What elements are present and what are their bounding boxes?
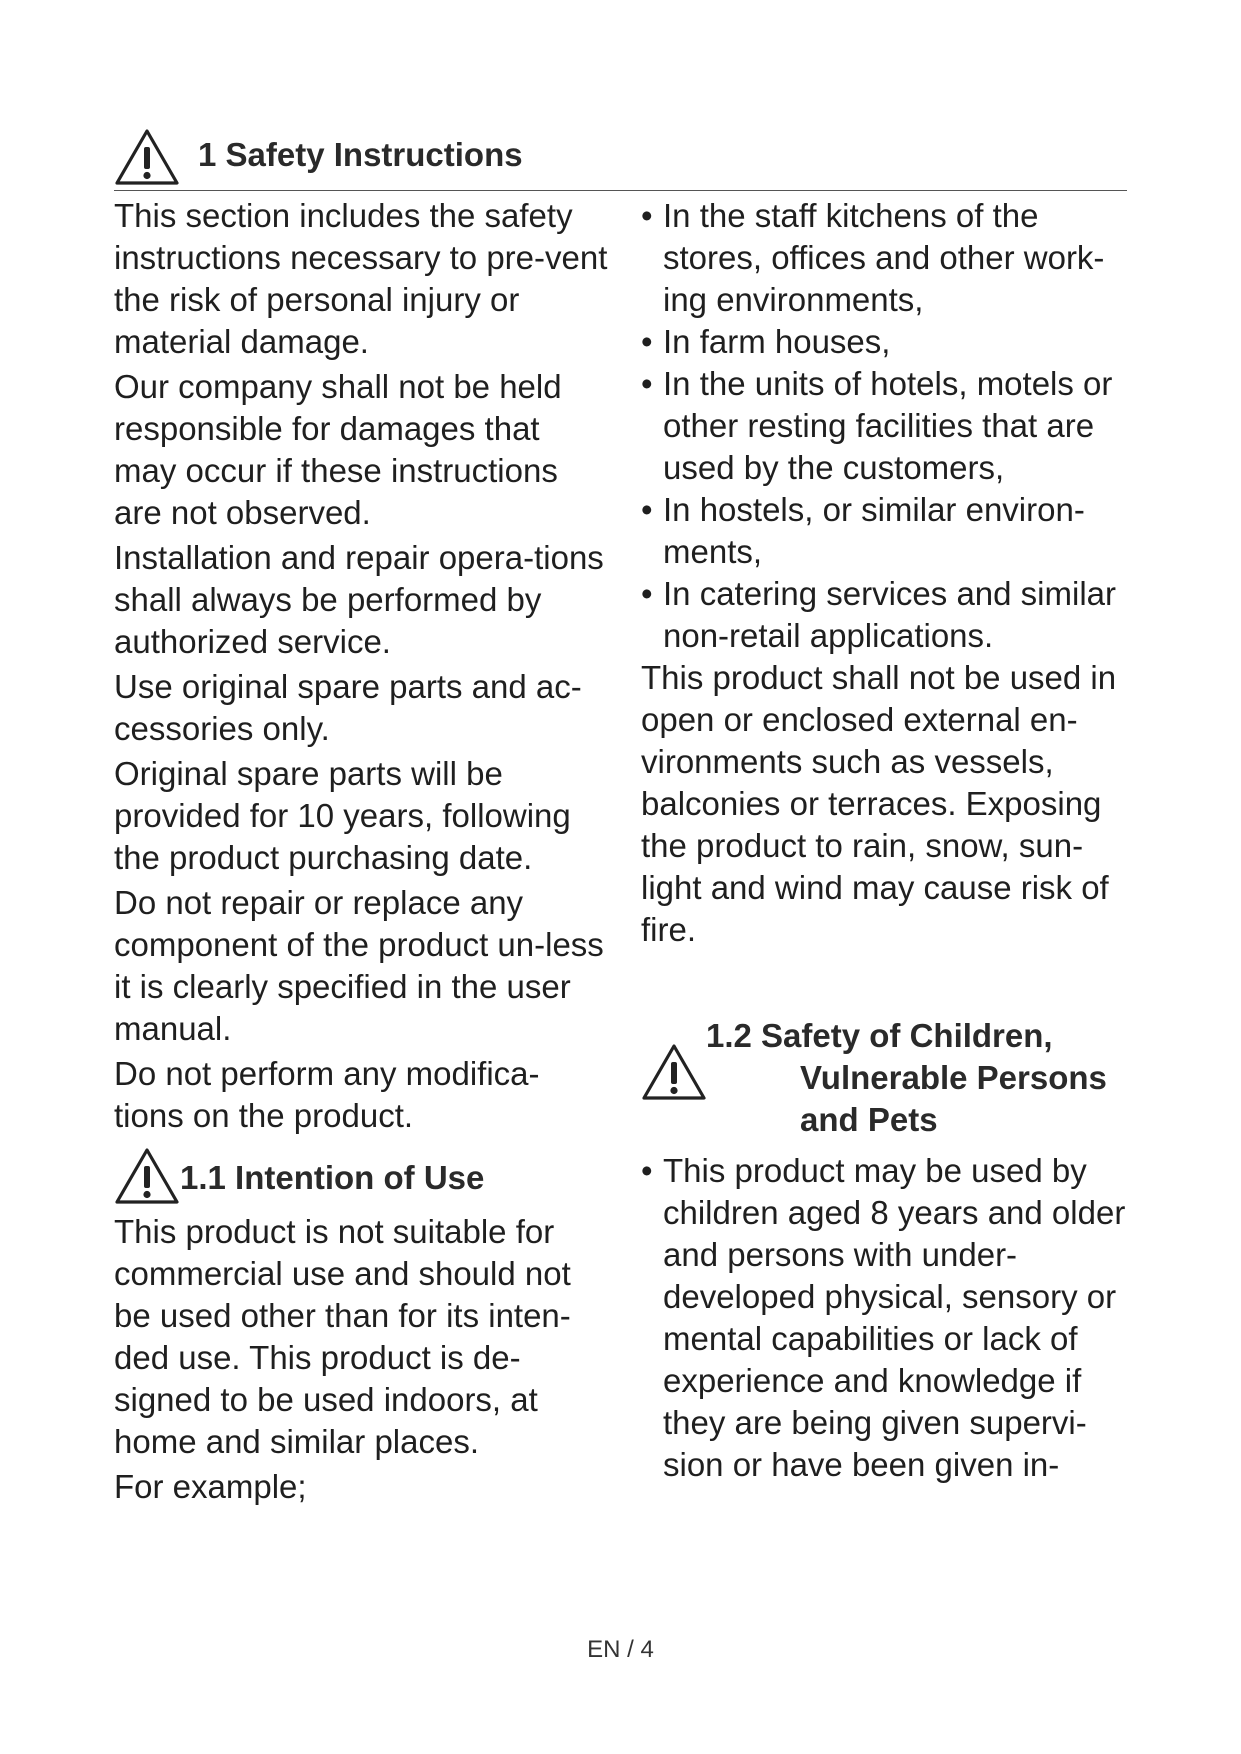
list-item-text: In the staff kitchens of the stores, offices and other work-ing environments, <box>663 197 1105 318</box>
for-example-text: For example; <box>114 1468 307 1505</box>
bullet-icon: • <box>641 491 653 528</box>
list-item-text: In hostels, or similar environ-ments, <box>663 491 1085 570</box>
section-1-header <box>114 128 1127 191</box>
paragraph: Use original spare parts and ac-cessories only. <box>114 668 582 747</box>
subsection-1-2-title-line1: 1.2 Safety of Children, <box>706 1017 1053 1054</box>
left-column <box>114 195 609 1511</box>
list-item <box>641 195 1141 321</box>
bullet-icon: • <box>641 197 653 234</box>
subsection-1-1-header <box>114 1147 609 1207</box>
bullet-icon: • <box>641 575 653 612</box>
subsection-1-1-title: 1.1 Intention of Use <box>180 1159 485 1196</box>
subsection-1-2-header <box>641 1015 1141 1140</box>
list-item-text: In catering services and similar non-retail applications. <box>663 575 1117 654</box>
list-item-text: This product may be used by children aged 8 years and older and persons with under-developed physical, sensory or mental capabilities or lack of experience and knowledge if they are being given supervi-sion or have been given in- <box>663 1152 1126 1483</box>
subsection-1-2-title-line3: and Pets <box>800 1101 938 1138</box>
warning-triangle-icon <box>641 1043 707 1101</box>
list-item-text: In the units of hotels, motels or other resting facilities that are used by the customers, <box>663 365 1113 486</box>
bullet-icon: • <box>641 1152 653 1189</box>
page-number: EN / 4 <box>587 1636 654 1663</box>
list-item <box>641 1150 1141 1486</box>
right-column <box>641 195 1141 1486</box>
paragraph: This product is not suitable for commercial use and should not be used other than for its inten-ded use. This product is de-signed to be used indoors, at home and similar places. <box>114 1213 571 1460</box>
paragraph: Do not repair or replace any component of the product un-less it is clearly specified in the user manual. <box>114 884 604 1047</box>
paragraph: Do not perform any modifica-tions on the product. <box>114 1055 540 1134</box>
list-item <box>641 573 1141 657</box>
warning-triangle-icon <box>114 128 180 186</box>
paragraph: Original spare parts will be provided for 10 years, following the product purchasing date. <box>114 755 571 876</box>
paragraph: Our company shall not be held responsible for damages that may occur if these instructions are not observed. <box>114 368 562 531</box>
bullet-icon: • <box>641 365 653 402</box>
list-item <box>641 321 1141 363</box>
paragraph: This product shall not be used in open or enclosed external en-vironments such as vessels, balconies or terraces. Exposing the product to rain, snow, sun-light and wind may cause risk of fire. <box>641 659 1117 948</box>
list-item-text: In farm houses, <box>663 323 891 360</box>
paragraph: Installation and repair opera-tions shall always be performed by authorized service. <box>114 539 604 660</box>
paragraph: This section includes the safety instructions necessary to pre-vent the risk of personal injury or material damage. <box>114 197 608 360</box>
warning-triangle-icon <box>114 1147 180 1205</box>
bullet-icon: • <box>641 323 653 360</box>
list-item <box>641 363 1141 489</box>
subsection-1-2-title-line2: Vulnerable Persons <box>800 1059 1107 1096</box>
section-1-title: 1 Safety Instructions <box>198 136 523 173</box>
list-item <box>641 489 1141 573</box>
